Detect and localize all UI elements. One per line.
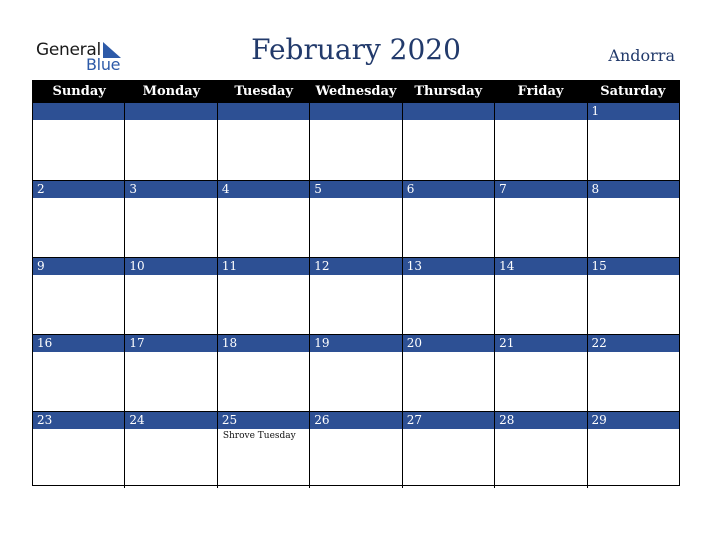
day-cell[interactable]	[124, 103, 216, 180]
day-number: 13	[403, 258, 494, 275]
day-number: 20	[403, 335, 494, 352]
day-cell[interactable]	[217, 412, 309, 488]
day-cell[interactable]	[124, 181, 216, 257]
day-cell[interactable]	[33, 335, 124, 411]
day-number: 12	[310, 258, 401, 275]
day-number: 17	[125, 335, 216, 352]
day-number: 8	[588, 181, 679, 198]
weekday-saturday: Saturday	[600, 84, 666, 99]
day-number: 21	[495, 335, 586, 352]
day-cell[interactable]	[309, 181, 401, 257]
weekday-header	[33, 81, 679, 103]
day-number: 27	[403, 412, 494, 429]
day-cell[interactable]	[33, 103, 124, 180]
day-number: 11	[218, 258, 309, 275]
day-cell[interactable]	[494, 335, 586, 411]
day-number: 29	[588, 412, 679, 429]
day-number: 24	[125, 412, 216, 429]
day-cell[interactable]	[33, 412, 124, 488]
day-cell[interactable]	[124, 412, 216, 488]
day-event: Shrove Tuesday	[222, 431, 296, 441]
week-row	[33, 257, 679, 334]
day-number	[310, 103, 401, 120]
day-cell[interactable]	[309, 412, 401, 488]
day-number: 18	[218, 335, 309, 352]
day-cell[interactable]	[587, 335, 679, 411]
day-number: 1	[588, 103, 679, 120]
day-number: 2	[33, 181, 124, 198]
weekday-thursday: Thursday	[414, 84, 483, 99]
day-cell[interactable]	[402, 258, 494, 334]
day-cell[interactable]	[309, 258, 401, 334]
week-row	[33, 334, 679, 411]
day-number: 6	[403, 181, 494, 198]
day-number: 10	[125, 258, 216, 275]
page-title: February 2020	[251, 33, 461, 66]
day-cell[interactable]	[124, 335, 216, 411]
weekday-sunday: Sunday	[52, 84, 106, 99]
day-cell[interactable]	[217, 258, 309, 334]
weekday-wednesday: Wednesday	[315, 84, 397, 99]
day-cell[interactable]	[402, 181, 494, 257]
logo-text-general: General	[36, 40, 101, 60]
day-cell[interactable]	[587, 412, 679, 488]
day-cell[interactable]	[587, 181, 679, 257]
day-cell[interactable]	[494, 181, 586, 257]
day-number: 15	[588, 258, 679, 275]
day-number: 14	[495, 258, 586, 275]
day-cell[interactable]	[309, 335, 401, 411]
day-number: 22	[588, 335, 679, 352]
day-cell[interactable]	[494, 103, 586, 180]
day-number: 28	[495, 412, 586, 429]
day-cell[interactable]	[587, 103, 679, 180]
day-number: 26	[310, 412, 401, 429]
logo-text-blue: Blue	[86, 55, 121, 74]
day-cell[interactable]	[217, 103, 309, 180]
week-row	[33, 180, 679, 257]
day-number: 23	[33, 412, 124, 429]
day-cell[interactable]	[402, 335, 494, 411]
day-cell[interactable]	[217, 335, 309, 411]
day-number	[218, 103, 309, 120]
day-cell[interactable]	[217, 181, 309, 257]
country-label: Andorra	[608, 46, 675, 65]
calendar-grid	[32, 80, 680, 486]
weeks-container	[33, 103, 679, 488]
day-number	[403, 103, 494, 120]
weekday-tuesday: Tuesday	[234, 84, 293, 99]
day-cell[interactable]	[494, 258, 586, 334]
day-number: 9	[33, 258, 124, 275]
day-cell[interactable]	[124, 258, 216, 334]
day-number: 25	[218, 412, 309, 429]
day-number: 4	[218, 181, 309, 198]
day-cell[interactable]	[402, 103, 494, 180]
day-number: 7	[495, 181, 586, 198]
day-number	[495, 103, 586, 120]
day-cell[interactable]	[587, 258, 679, 334]
weekday-friday: Friday	[517, 84, 564, 99]
day-cell[interactable]	[309, 103, 401, 180]
day-number: 19	[310, 335, 401, 352]
day-number: 5	[310, 181, 401, 198]
day-number	[33, 103, 124, 120]
day-number	[125, 103, 216, 120]
day-cell[interactable]	[33, 181, 124, 257]
day-cell[interactable]	[33, 258, 124, 334]
week-row	[33, 103, 679, 180]
day-cell[interactable]	[494, 412, 586, 488]
day-cell[interactable]	[402, 412, 494, 488]
week-row	[33, 411, 679, 488]
weekday-monday: Monday	[142, 84, 201, 99]
day-number: 16	[33, 335, 124, 352]
day-number: 3	[125, 181, 216, 198]
